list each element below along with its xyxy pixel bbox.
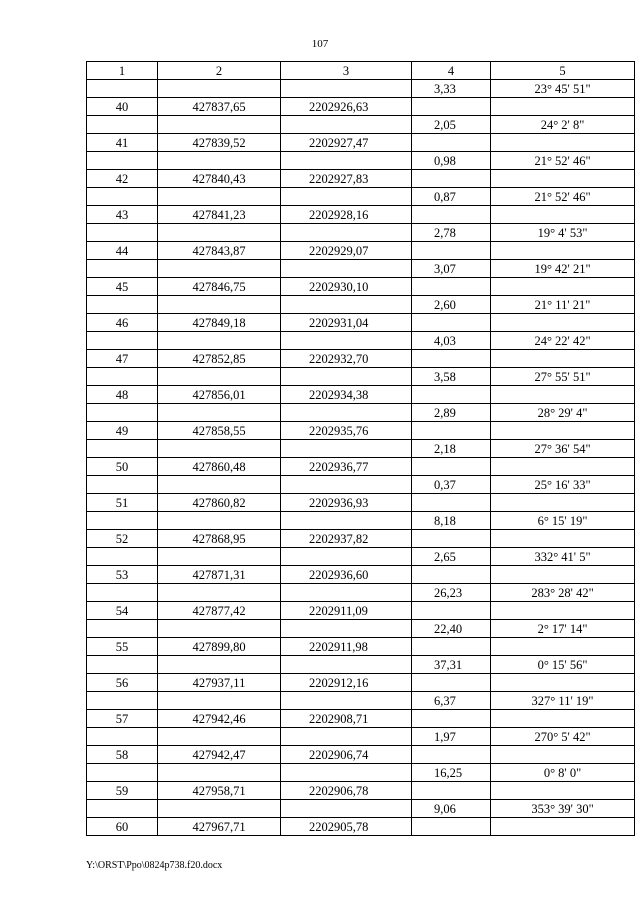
table-cell: [158, 476, 281, 494]
table-cell: 2,65: [412, 548, 491, 566]
table-cell: [87, 188, 158, 206]
table-cell: [491, 638, 635, 656]
table-cell: 2202911,98: [281, 638, 412, 656]
table-cell: 6° 15' 19": [491, 512, 635, 530]
table-cell: 2,05: [412, 116, 491, 134]
table-cell: [87, 224, 158, 242]
table-cell: [158, 368, 281, 386]
table-row: [87, 170, 635, 188]
table-row: [87, 332, 635, 350]
table-cell: [281, 152, 412, 170]
table-row: [87, 548, 635, 566]
table-cell: 2202930,10: [281, 278, 412, 296]
table-cell: 55: [87, 638, 158, 656]
table-cell: [158, 584, 281, 602]
table-cell: [491, 674, 635, 692]
table-cell: 2202906,74: [281, 746, 412, 764]
table-row: [87, 782, 635, 800]
table-cell: 53: [87, 566, 158, 584]
table-cell: [412, 530, 491, 548]
table-cell: [281, 584, 412, 602]
table-cell: 37,31: [412, 656, 491, 674]
table-cell: 44: [87, 242, 158, 260]
table-cell: 2202926,63: [281, 98, 412, 116]
table-cell: [281, 620, 412, 638]
table-cell: [491, 134, 635, 152]
table-cell: 54: [87, 602, 158, 620]
table-cell: [491, 206, 635, 224]
table-cell: 22,40: [412, 620, 491, 638]
table-cell: [281, 692, 412, 710]
table-row: [87, 422, 635, 440]
table-cell: 2202934,38: [281, 386, 412, 404]
table-cell: [87, 548, 158, 566]
table-row: [87, 710, 635, 728]
table-cell: 0,98: [412, 152, 491, 170]
table-cell: [158, 512, 281, 530]
table-cell: 427967,71: [158, 818, 281, 836]
table-cell: [158, 548, 281, 566]
table-row: [87, 566, 635, 584]
table-cell: [87, 620, 158, 638]
table-row: [87, 764, 635, 782]
table-cell: [412, 350, 491, 368]
table-cell: [158, 116, 281, 134]
table-row: [87, 134, 635, 152]
table-cell: 49: [87, 422, 158, 440]
table-cell: 52: [87, 530, 158, 548]
page-number: 107: [311, 38, 329, 50]
table-row: [87, 278, 635, 296]
table-row: [87, 728, 635, 746]
table-cell: [491, 530, 635, 548]
table-cell: [87, 656, 158, 674]
table-cell: 51: [87, 494, 158, 512]
table-cell: [87, 692, 158, 710]
table-cell: [158, 800, 281, 818]
table-cell: [281, 728, 412, 746]
table-cell: [412, 602, 491, 620]
coordinates-table: [86, 61, 635, 836]
table-row: [87, 674, 635, 692]
table-cell: [158, 80, 281, 98]
table-cell: 283° 28' 42": [491, 584, 635, 602]
table-cell: 427958,71: [158, 782, 281, 800]
table-cell: [281, 80, 412, 98]
table-row: [87, 602, 635, 620]
table-cell: [158, 296, 281, 314]
table-cell: [412, 278, 491, 296]
table-cell: 43: [87, 206, 158, 224]
table-row: [87, 350, 635, 368]
table-cell: [412, 710, 491, 728]
table-cell: 427942,46: [158, 710, 281, 728]
table-cell: 332° 41' 5": [491, 548, 635, 566]
table-cell: [491, 818, 635, 836]
table-cell: [87, 512, 158, 530]
table-cell: 46: [87, 314, 158, 332]
table-cell: 3,07: [412, 260, 491, 278]
table-row: [87, 224, 635, 242]
table-cell: 427852,85: [158, 350, 281, 368]
table-cell: [491, 278, 635, 296]
table-cell: 19° 4' 53": [491, 224, 635, 242]
table-cell: 42: [87, 170, 158, 188]
table-cell: 0° 8' 0": [491, 764, 635, 782]
table-cell: 48: [87, 386, 158, 404]
table-cell: [87, 764, 158, 782]
table-cell: [281, 404, 412, 422]
table-cell: [491, 782, 635, 800]
table-cell: [412, 782, 491, 800]
table-cell: 24° 22' 42": [491, 332, 635, 350]
table-cell: 427840,43: [158, 170, 281, 188]
table-cell: 6,37: [412, 692, 491, 710]
table-cell: [158, 404, 281, 422]
table-row: [87, 188, 635, 206]
table-cell: [491, 494, 635, 512]
table-cell: 41: [87, 134, 158, 152]
table-cell: 427860,48: [158, 458, 281, 476]
table-cell: [412, 98, 491, 116]
table-cell: 21° 52' 46": [491, 152, 635, 170]
table-cell: [158, 332, 281, 350]
table-cell: 427937,11: [158, 674, 281, 692]
table-row: [87, 584, 635, 602]
table-row: [87, 620, 635, 638]
table-cell: [87, 440, 158, 458]
table-row: [87, 242, 635, 260]
table-cell: [281, 512, 412, 530]
table-row: [87, 386, 635, 404]
table-cell: 427858,55: [158, 422, 281, 440]
table-cell: 2202927,47: [281, 134, 412, 152]
table-cell: 427846,75: [158, 278, 281, 296]
table-cell: 27° 36' 54": [491, 440, 635, 458]
table-cell: [158, 692, 281, 710]
table-cell: [281, 548, 412, 566]
table-cell: 3,33: [412, 80, 491, 98]
table-cell: [87, 728, 158, 746]
table-cell: 427856,01: [158, 386, 281, 404]
table-body: [87, 80, 635, 836]
table-cell: 427868,95: [158, 530, 281, 548]
table-cell: [87, 260, 158, 278]
table-cell: [281, 800, 412, 818]
table-row: [87, 314, 635, 332]
table-cell: 2° 17' 14": [491, 620, 635, 638]
table-cell: [158, 620, 281, 638]
table-cell: [412, 638, 491, 656]
table-cell: 427942,47: [158, 746, 281, 764]
table-cell: 327° 11' 19": [491, 692, 635, 710]
table-row: [87, 368, 635, 386]
table-cell: [491, 242, 635, 260]
table-cell: 19° 42' 21": [491, 260, 635, 278]
table-cell: [412, 206, 491, 224]
table-cell: [281, 764, 412, 782]
table-cell: 353° 39' 30": [491, 800, 635, 818]
table-cell: [412, 566, 491, 584]
table-cell: 2202936,60: [281, 566, 412, 584]
table-cell: 427839,52: [158, 134, 281, 152]
table-cell: 2202906,78: [281, 782, 412, 800]
table-row: [87, 512, 635, 530]
table-cell: [281, 296, 412, 314]
column-header: 3: [281, 62, 412, 80]
table-row: [87, 692, 635, 710]
table-cell: [281, 368, 412, 386]
table-cell: 2202927,83: [281, 170, 412, 188]
column-header: 2: [158, 62, 281, 80]
table-row: [87, 746, 635, 764]
table-cell: 427837,65: [158, 98, 281, 116]
table-cell: [87, 368, 158, 386]
table-cell: 45: [87, 278, 158, 296]
table-cell: 8,18: [412, 512, 491, 530]
table-row: [87, 458, 635, 476]
table-row: [87, 206, 635, 224]
table-cell: [281, 260, 412, 278]
table-row: [87, 638, 635, 656]
table-cell: 59: [87, 782, 158, 800]
table-cell: 56: [87, 674, 158, 692]
table-cell: [158, 728, 281, 746]
table-cell: [87, 584, 158, 602]
table-cell: 9,06: [412, 800, 491, 818]
table-cell: [412, 386, 491, 404]
table-row: [87, 440, 635, 458]
table-cell: [87, 476, 158, 494]
table-cell: 2202929,07: [281, 242, 412, 260]
table-cell: 58: [87, 746, 158, 764]
table-cell: 2,60: [412, 296, 491, 314]
table-cell: 427849,18: [158, 314, 281, 332]
file-path-footer: Y:\ORST\Ppo\0824p738.f20.docx: [86, 860, 223, 871]
table-cell: [491, 350, 635, 368]
table-cell: [491, 746, 635, 764]
table-cell: [491, 314, 635, 332]
table-cell: 2202936,93: [281, 494, 412, 512]
table-cell: 427841,23: [158, 206, 281, 224]
table-cell: [491, 422, 635, 440]
table-cell: 26,23: [412, 584, 491, 602]
table-row: [87, 152, 635, 170]
table-cell: [412, 134, 491, 152]
table-cell: 427877,42: [158, 602, 281, 620]
table-cell: [491, 458, 635, 476]
table-cell: [158, 188, 281, 206]
table-cell: 2202937,82: [281, 530, 412, 548]
table-cell: [412, 170, 491, 188]
table-cell: 50: [87, 458, 158, 476]
table-cell: [281, 116, 412, 134]
table-row: [87, 656, 635, 674]
table-cell: [491, 710, 635, 728]
column-header: 5: [491, 62, 635, 80]
table-cell: [491, 170, 635, 188]
table-cell: [281, 224, 412, 242]
table-cell: [158, 656, 281, 674]
table-cell: 0,37: [412, 476, 491, 494]
table-cell: 427860,82: [158, 494, 281, 512]
table-cell: [412, 242, 491, 260]
table-cell: 16,25: [412, 764, 491, 782]
table-cell: 427843,87: [158, 242, 281, 260]
table-cell: [281, 476, 412, 494]
table-row: [87, 476, 635, 494]
table-cell: [158, 764, 281, 782]
table-cell: 2202932,70: [281, 350, 412, 368]
table-cell: [491, 98, 635, 116]
table-cell: [412, 458, 491, 476]
table-cell: [87, 332, 158, 350]
table-cell: 47: [87, 350, 158, 368]
table-cell: 0° 15' 56": [491, 656, 635, 674]
table-cell: [412, 494, 491, 512]
column-header: 4: [412, 62, 491, 80]
table-row: [87, 404, 635, 422]
table-cell: [158, 224, 281, 242]
table-cell: 60: [87, 818, 158, 836]
table-cell: 2202936,77: [281, 458, 412, 476]
table-row: [87, 98, 635, 116]
table-cell: [87, 296, 158, 314]
table-cell: 427899,80: [158, 638, 281, 656]
table-header-row: [87, 62, 635, 80]
table-cell: 24° 2' 8": [491, 116, 635, 134]
table-cell: 2202908,71: [281, 710, 412, 728]
table-cell: [87, 116, 158, 134]
table-cell: [412, 314, 491, 332]
table-row: [87, 116, 635, 134]
table-cell: [281, 656, 412, 674]
table-cell: 2202912,16: [281, 674, 412, 692]
table-cell: 2202928,16: [281, 206, 412, 224]
table-cell: 1,97: [412, 728, 491, 746]
table-cell: [87, 404, 158, 422]
table-row: [87, 296, 635, 314]
table-cell: 28° 29' 4": [491, 404, 635, 422]
table-cell: 0,87: [412, 188, 491, 206]
table-cell: 4,03: [412, 332, 491, 350]
table-row: [87, 818, 635, 836]
table-cell: [412, 746, 491, 764]
table-cell: 21° 52' 46": [491, 188, 635, 206]
column-header: 1: [87, 62, 158, 80]
table-cell: [158, 260, 281, 278]
table-row: [87, 80, 635, 98]
table-cell: [491, 602, 635, 620]
table-cell: [412, 818, 491, 836]
table-cell: [281, 440, 412, 458]
table-cell: 57: [87, 710, 158, 728]
table-cell: [87, 800, 158, 818]
table-cell: 270° 5' 42": [491, 728, 635, 746]
table-cell: [87, 152, 158, 170]
table-cell: 2,89: [412, 404, 491, 422]
table-cell: [158, 152, 281, 170]
table-cell: [281, 188, 412, 206]
table-cell: 2202935,76: [281, 422, 412, 440]
table-cell: [158, 440, 281, 458]
table-cell: 2202911,09: [281, 602, 412, 620]
table-cell: 25° 16' 33": [491, 476, 635, 494]
table-cell: [412, 422, 491, 440]
table-row: [87, 260, 635, 278]
table-cell: 21° 11' 21": [491, 296, 635, 314]
table-cell: [87, 80, 158, 98]
table-cell: 40: [87, 98, 158, 116]
table-cell: [412, 674, 491, 692]
table-cell: 427871,31: [158, 566, 281, 584]
table-cell: 2,78: [412, 224, 491, 242]
table-cell: 2202931,04: [281, 314, 412, 332]
table-cell: [491, 566, 635, 584]
table-cell: [491, 386, 635, 404]
table-row: [87, 530, 635, 548]
table-row: [87, 800, 635, 818]
table-cell: 2,18: [412, 440, 491, 458]
table-cell: 27° 55' 51": [491, 368, 635, 386]
table-cell: [281, 332, 412, 350]
table-row: [87, 494, 635, 512]
table-cell: 3,58: [412, 368, 491, 386]
table-cell: 2202905,78: [281, 818, 412, 836]
table-cell: 23° 45' 51": [491, 80, 635, 98]
